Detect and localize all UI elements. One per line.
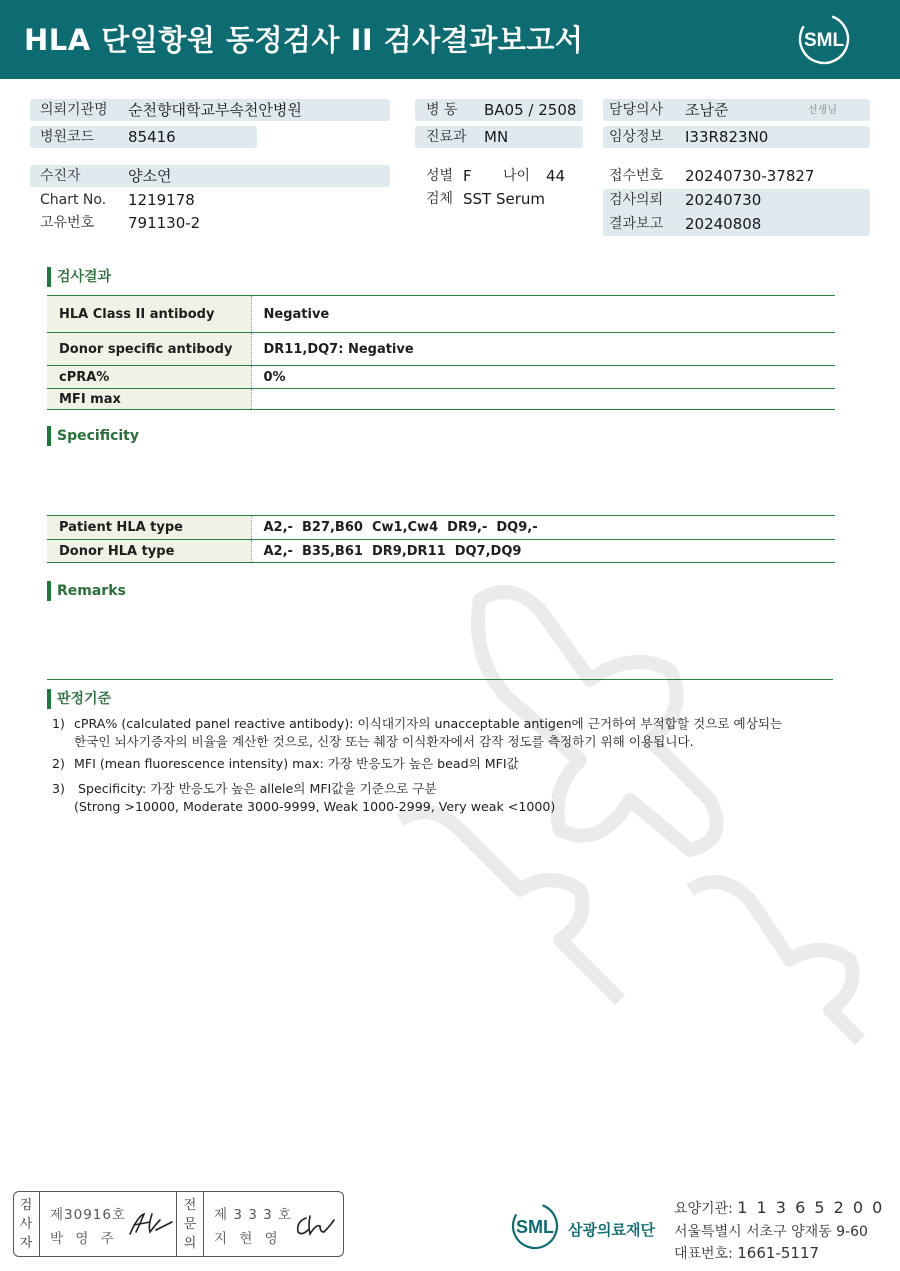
- tester-signature-icon: [126, 1210, 176, 1238]
- report-title: HLA 단일항원 동정검사 II 검사결과보고서: [24, 23, 584, 57]
- tester-number: 제30916호: [50, 1207, 127, 1223]
- result-value: DR11,DQ7: Negative: [251, 333, 835, 366]
- tester-char: 검: [19, 1198, 33, 1213]
- hla-key: Donor HLA type: [47, 540, 251, 563]
- specimen-label: 검체: [426, 191, 454, 207]
- sex-age-field: [415, 165, 583, 187]
- sex-label: 성별: [426, 168, 454, 184]
- dept-field: [415, 126, 583, 148]
- request-value: 20240730: [685, 191, 762, 209]
- divider: [203, 1192, 204, 1256]
- svg-text:SML: SML: [516, 1217, 554, 1237]
- result-key: MFI max: [47, 389, 251, 410]
- criteria-num: 2): [52, 756, 65, 771]
- doctor-field: [603, 99, 870, 121]
- specialist-name: 지 현 영: [214, 1231, 282, 1247]
- table-row: [47, 296, 835, 333]
- patient-value: 양소연: [128, 167, 172, 185]
- remarks-heading: Remarks: [47, 581, 126, 601]
- ward-label: 병 동: [426, 102, 458, 118]
- criteria-text: Specificity: 가장 반응도가 높은 allele의 MFI값을 기준으로 구분: [74, 781, 437, 796]
- request-field: [603, 189, 870, 211]
- clinical-value: I33R823N0: [685, 128, 769, 146]
- doctor-value: 조남준: [685, 101, 729, 119]
- specificity-heading: Specificity: [47, 426, 139, 446]
- request-label: 검사의뢰: [609, 192, 664, 208]
- institution-code: [674, 1198, 884, 1218]
- tester-char: 사: [19, 1217, 33, 1232]
- dept-value: MN: [484, 128, 509, 146]
- criteria-num: 3): [52, 781, 65, 796]
- ward-field: [415, 99, 583, 121]
- signature-box: [13, 1191, 344, 1257]
- criteria-heading: 판정기준: [47, 689, 111, 709]
- specialist-char: 문: [183, 1217, 197, 1232]
- doctor-label: 담당의사: [609, 102, 664, 118]
- org-name: 삼광의료재단: [568, 1221, 655, 1239]
- specialist-vertical-label: [181, 1196, 199, 1253]
- specimen-field: [415, 188, 583, 210]
- result-value: [251, 389, 835, 410]
- table-row: [47, 540, 835, 563]
- specimen-value: SST Serum: [463, 190, 546, 208]
- result-key: cPRA%: [47, 366, 251, 389]
- result-key: HLA Class II antibody: [47, 296, 251, 333]
- institution-code-label: 요양기관:: [674, 1201, 738, 1217]
- report-date-label: 결과보고: [609, 216, 664, 232]
- criteria-num: 1): [52, 716, 65, 731]
- clinical-label: 임상정보: [609, 129, 664, 145]
- hospital-code-field: [30, 126, 257, 148]
- report-header: [0, 0, 900, 79]
- sex-value: F: [463, 167, 472, 185]
- address: 서울특별시 서초구 양재동 9-60: [674, 1224, 868, 1240]
- unique-id-field: [30, 212, 390, 234]
- patient-label: 수진자: [40, 168, 81, 184]
- institution-label: 의뢰기관명: [40, 102, 108, 118]
- hla-key: Patient HLA type: [47, 516, 251, 540]
- result-value: 0%: [251, 366, 835, 389]
- clinical-field: [603, 126, 870, 148]
- tester-char: 자: [19, 1236, 33, 1251]
- unique-id-value: 791130-2: [128, 214, 201, 232]
- dept-label: 진료과: [426, 129, 467, 145]
- receipt-label: 접수번호: [609, 168, 664, 184]
- svg-text:SML: SML: [803, 30, 845, 51]
- ward-value: BA05 / 2508: [484, 101, 577, 119]
- criteria-text: MFI (mean fluorescence intensity) max: 가장 반응도가 높은 bead의 MFI값: [74, 756, 519, 771]
- receipt-field: [603, 165, 870, 187]
- specialist-signature-icon: [292, 1212, 338, 1240]
- age-label: 나이: [503, 168, 531, 184]
- hla-value: A2,- B35,B61 DR9,DR11 DQ7,DQ9: [251, 540, 835, 563]
- chart-value: 1219178: [128, 191, 195, 209]
- result-key: Donor specific antibody: [47, 333, 251, 366]
- phone-value: 1661-5117: [737, 1244, 820, 1262]
- age-value: 44: [546, 167, 566, 185]
- report-date-value: 20240808: [685, 215, 762, 233]
- report-date-field: [603, 213, 870, 235]
- institution-code-value: 1 1 3 6 5 2 0 0: [737, 1198, 885, 1217]
- table-row: [47, 333, 835, 366]
- sml-logo-icon: [798, 13, 850, 65]
- hla-value: A2,- B27,B60 Cw1,Cw4 DR9,- DQ9,-: [251, 516, 835, 540]
- doctor-suffix: 선생님: [808, 105, 837, 116]
- divider: [47, 679, 833, 680]
- table-row: [47, 366, 835, 389]
- phone-label: 대표번호:: [674, 1246, 738, 1262]
- specialist-char: 전: [183, 1198, 197, 1213]
- hla-type-table: [47, 515, 835, 563]
- institution-value: 순천향대학교부속천안병원: [128, 101, 302, 119]
- result-value: Negative: [251, 296, 835, 333]
- hospital-code-label: 병원코드: [40, 129, 95, 145]
- specialist-number: 제 3 3 3 호: [214, 1207, 293, 1223]
- phone: [674, 1243, 819, 1263]
- chart-label: Chart No.: [40, 192, 107, 208]
- criteria-text: 한국인 뇌사기증자의 비율을 계산한 것으로, 신장 또는 췌장 이식환자에서 감작 정도를 측정하기 위해 이용됩니다.: [74, 734, 694, 749]
- results-table: [47, 295, 835, 410]
- criteria-text: (Strong >10000, Moderate 3000-9999, Weak 1000-2999, Very weak <1000): [74, 799, 556, 814]
- sml-footer-logo-icon: [510, 1201, 560, 1251]
- divider: [176, 1192, 177, 1256]
- chart-field: [30, 189, 390, 211]
- table-row: [47, 389, 835, 410]
- tester-name: 박 영 주: [50, 1231, 118, 1247]
- table-row: [47, 516, 835, 540]
- divider: [39, 1192, 40, 1256]
- specialist-char: 의: [183, 1236, 197, 1251]
- receipt-value: 20240730-37827: [685, 167, 815, 185]
- institution-field: [30, 99, 390, 121]
- criteria-text: cPRA% (calculated panel reactive antibody): 이식대기자의 unacceptable antigen에 근거하여 부적합할 것으로 예상되는: [74, 716, 783, 731]
- results-heading: 검사결과: [47, 267, 111, 287]
- hospital-code-value: 85416: [128, 128, 176, 146]
- tester-vertical-label: [17, 1196, 35, 1253]
- unique-id-label: 고유번호: [40, 215, 95, 231]
- patient-field: [30, 165, 390, 187]
